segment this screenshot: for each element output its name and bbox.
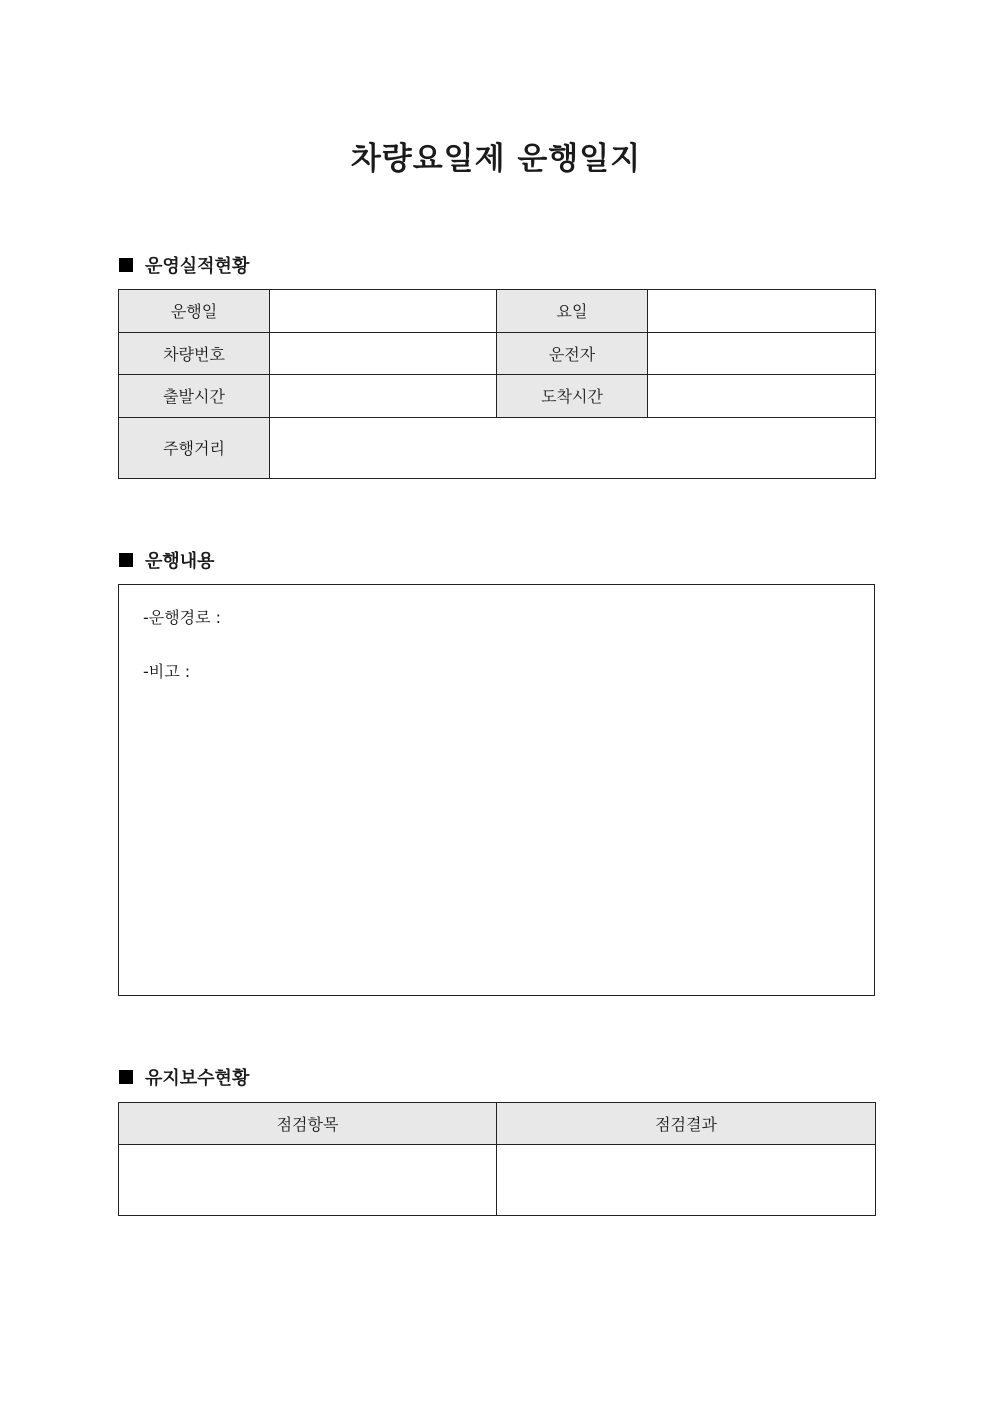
column-header-inspection-item: 점검항목 [119, 1103, 497, 1145]
label-vehicle-number: 차량번호 [119, 332, 270, 375]
operation-date-field[interactable] [270, 290, 497, 333]
maintenance-table [118, 1102, 876, 1216]
table-header-row [119, 1103, 876, 1145]
table-row [119, 1145, 876, 1216]
inspection-result-field[interactable] [497, 1145, 876, 1216]
day-of-week-field[interactable] [648, 290, 876, 333]
section-heading-label: 운영실적현황 [145, 256, 250, 277]
section-heading-label: 운행내용 [145, 551, 215, 572]
table-row [119, 375, 876, 418]
vehicle-number-field[interactable] [270, 332, 497, 375]
document-title: 차량요일제 운행일지 [350, 141, 642, 177]
section-heading-label: 유지보수현황 [145, 1068, 250, 1089]
table-row [119, 417, 876, 478]
square-bullet-icon [119, 1070, 133, 1084]
section-heading-maintenance [119, 1065, 249, 1089]
section-heading-performance [119, 253, 249, 277]
label-driver: 운전자 [497, 332, 648, 375]
note-line [143, 659, 190, 682]
route-line [143, 605, 221, 628]
note-label: -비고 : [143, 662, 191, 681]
label-distance: 주행거리 [119, 417, 270, 478]
driver-field[interactable] [648, 332, 876, 375]
label-operation-date: 운행일 [119, 290, 270, 333]
square-bullet-icon [119, 258, 133, 272]
table-row [119, 290, 876, 333]
label-departure-time: 출발시간 [119, 375, 270, 418]
label-day-of-week: 요일 [497, 290, 648, 333]
arrival-time-field[interactable] [648, 375, 876, 418]
inspection-item-field[interactable] [119, 1145, 497, 1216]
distance-field[interactable] [270, 417, 876, 478]
performance-table [118, 289, 876, 479]
route-label: -운행경로 : [143, 608, 222, 627]
departure-time-field[interactable] [270, 375, 497, 418]
operation-content-box[interactable] [118, 584, 875, 996]
section-heading-content [119, 548, 215, 572]
square-bullet-icon [119, 553, 133, 567]
column-header-inspection-result: 점검결과 [497, 1103, 876, 1145]
label-arrival-time: 도착시간 [497, 375, 648, 418]
table-row [119, 332, 876, 375]
